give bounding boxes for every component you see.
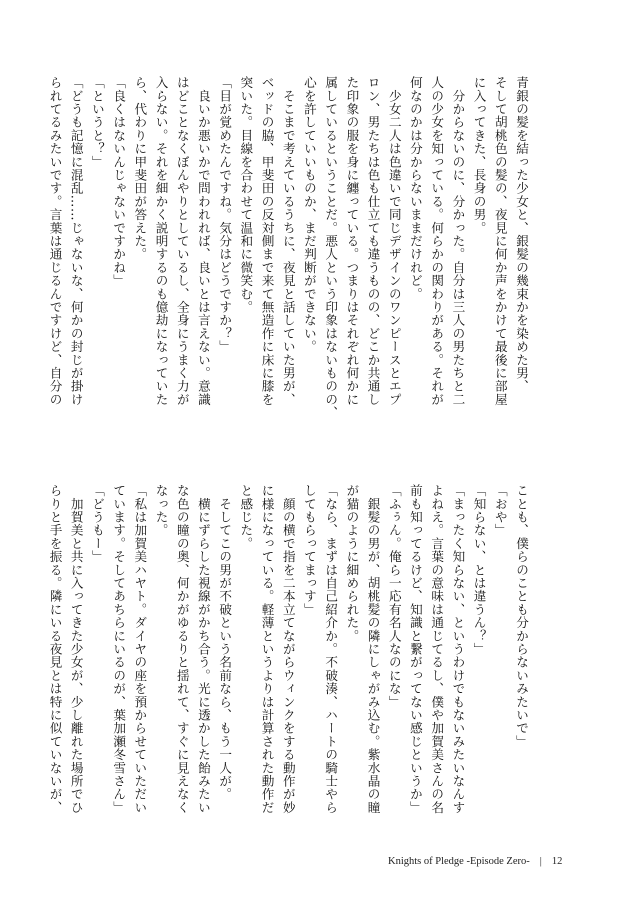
text-line: と感じた。 <box>238 484 254 550</box>
text-line: 突いた。目線を合わせて温和に微笑む。 <box>238 76 254 314</box>
vertical-text-top <box>44 76 532 428</box>
text-line: 顔の横で指を二本立てながらウィンクをする動作が妙 <box>280 484 296 814</box>
text-line: 横にずらした視線がかち合う。光に透かした飴みたい <box>195 484 211 814</box>
text-line: らりと手を振る。隣にいる夜見とは特に似ていないが、 <box>47 484 63 814</box>
text-line: 「私は加賀美ハヤト。ダイヤの座を預からせていただい <box>132 484 148 814</box>
text-line: 「おや」 <box>492 484 508 537</box>
text-line: な色の瞳の奥、何かがゆるりと揺れて、すぐに見えなく <box>174 484 190 814</box>
text-line: られてるみたいです。言葉は通じるんですけど、自分の <box>47 76 63 406</box>
text-line: ことも、僕らのことも分からないみたいで」 <box>514 484 529 748</box>
text-line: に入ってきた、長身の男。 <box>471 76 487 235</box>
text-line: 少女二人は色違いで同じデザインのワンピースとエプ <box>386 76 402 406</box>
text-block-bottom <box>47 484 532 834</box>
text-line: ベッドの脇、甲斐田の反対側まで来て無造作に床に膝を <box>259 76 275 406</box>
text-line: そして胡桃色の髪の、夜見に何か声をかけて最後に部屋 <box>492 76 508 406</box>
footer-title: Knights of Pledge -Episode Zero- <box>388 856 530 867</box>
page-number: 12 <box>551 856 563 867</box>
text-line: 「どうも記憶に混乱……じゃないな、何かの封じが掛け <box>68 76 84 406</box>
text-line: 銀髪の男が、胡桃髪の隣にしゃがみ込む。紫水晶の瞳 <box>365 484 381 814</box>
text-line: 「良くはないんじゃないですかね」 <box>111 76 127 288</box>
text-line: 属しているということだ。悪人という印象はないものの、 <box>323 76 339 420</box>
text-line: そしてこの男が不破という名前なら、もう一人が。 <box>217 484 233 801</box>
text-line: 良いか悪いかで問われれば、良いとは言えない。意識 <box>195 76 211 406</box>
text-line: そこまで考えているうちに、夜見と話していた男が、 <box>280 76 296 406</box>
text-line: 分からないのに、分かった。自分は三人の男たちと二 <box>450 76 466 406</box>
text-line: ています。そしてあちらにいるのが、葉加瀬冬雪さん」 <box>111 484 127 814</box>
footer-separator: | <box>539 856 542 867</box>
text-line: 心を許していいものか、まだ判断ができない。 <box>301 76 317 354</box>
text-line: が猫のように細められた。 <box>344 484 360 643</box>
text-line: 「知らない、とは違うん？」 <box>471 484 487 656</box>
page-footer <box>388 856 588 867</box>
text-line: はどことなくぼんやりとしているし、全身にうまく力が <box>174 76 190 406</box>
text-line: 「目が覚めたんですね。気分はどうですか？」 <box>217 76 233 354</box>
vertical-text-bottom <box>44 484 532 834</box>
text-line: た印象の服を身に纏っている。つまりはそれぞれ何かに <box>344 76 360 406</box>
text-block-top <box>47 76 532 428</box>
text-line: 加賀美と共に入ってきた少女が、少し離れた場所でひ <box>68 484 84 814</box>
text-line: 入らない。それを細かく説明するのも億劫になっていた <box>153 76 169 406</box>
text-line: 「なら、まずは自己紹介か。不破湊、ハートの騎士やら <box>323 484 339 814</box>
text-line: 「というと？」 <box>89 76 105 169</box>
text-line: 「ふぅん。俺ら一応有名人なのにな」 <box>386 484 402 709</box>
text-line: ら、代わりに甲斐田が答えた。 <box>132 76 148 261</box>
text-line: なった。 <box>153 484 169 537</box>
text-line: ロン、男たちは色も仕立ても違うものの、どこか共通し <box>365 76 381 406</box>
text-line: よねえ。言葉の意味は通じてるし、僕や加賀美さんの名 <box>429 484 445 814</box>
text-line: に様になっている。軽薄というよりは計算された動作だ <box>259 484 275 814</box>
text-line: 人の少女を知っている。何らかの関わりがある。それが <box>429 76 445 406</box>
text-line: 「どうもー」 <box>89 484 105 564</box>
text-line: 前も知ってるけど、知識と繋がってない感じというか」 <box>407 484 423 814</box>
text-line: 何なのかは分からないままだけれど。 <box>407 76 423 301</box>
text-line: してもらってまっす」 <box>301 484 317 616</box>
text-line: 「まったく知らない、というわけでもないみたいなんす <box>450 484 466 814</box>
text-line: 青銀の髪を結った少女と、銀髪の幾束かを染めた男、 <box>514 76 529 393</box>
